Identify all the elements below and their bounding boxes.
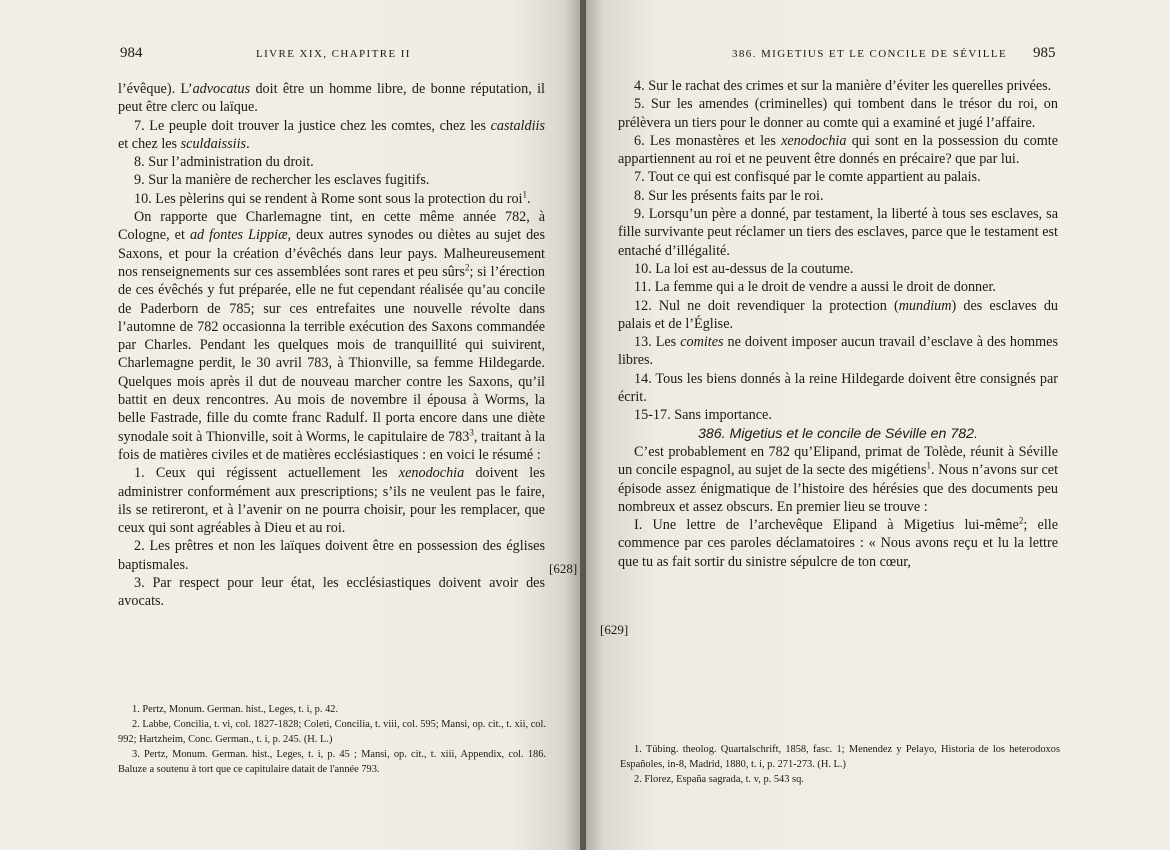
paragraph: 4. Sur le rachat des crimes et sur la manière d’éviter les querelles privées.: [634, 78, 1052, 94]
page-number-left: 984: [120, 45, 143, 61]
footnotes-right: [620, 742, 1060, 787]
page-number-right: 985: [1033, 45, 1056, 61]
paragraph: 15-17. Sans importance.: [634, 407, 772, 424]
right-page: [586, 0, 1170, 850]
paragraph: 6. Les monastères et les xenodochia qui sont en la possession du comte appartiennent au roi et ne peuvent être donnés en précaire? que par lui.: [618, 132, 1058, 168]
paragraph: 8. Sur l’administration du droit.: [134, 154, 314, 171]
paragraph: I. Une lettre de l’archevêque Elipand à Migetius lui-même$^2$; elle commence par ces paroles déclamatoires : « Nous avons reçu et lu la lettre que tu as fait sortir du sinistre sépulcre de ton cœur,: [618, 515, 1059, 570]
paragraph: 10. Les pèlerins qui se rendent à Rome sont sous la protection du roi$^1$.: [134, 189, 531, 207]
paragraph: l’évêque). L’advocatus doit être un homme libre, de bonne réputation, il peut être clerc ou laïque.: [118, 81, 545, 116]
paragraph: 7. Tout ce qui est confisqué par le comte appartient au palais.: [634, 169, 981, 186]
footnotes-left: [118, 702, 546, 777]
margin-reference-left: [628]: [549, 561, 578, 576]
paragraph: 3. Par respect pour leur état, les ecclésiastiques doivent avoir des avocats.: [118, 575, 545, 610]
footnote: 2. Labbe, Concilia, t. vi, col. 1827-1828; Coleti, Concilia, t. viii, col. 595; Mansi, op. cit., t. xii, col. 992; Hartzheim, Conc. German., t. i, p. 245. (H. L.): [118, 719, 546, 745]
footnote: 3. Pertz, Monum. German. hist., Leges, t. i, p. 45 ; Mansi, op. cit., t. xiii, Appendix, col. 186. Baluze a soutenu à tort que ce capitulaire datait de l'année 793.: [118, 749, 546, 775]
section-title: 386. Migetius et le concile de Séville en 782.: [698, 425, 978, 442]
paragraph: C’est probablement en 782 qu’Elipand, primat de Tolède, réunit à Séville un concile espagnol, au sujet de la secte des migétiens$^1$. Nous n’avons sur cet épisode assez énigmatique de l’histoire des hérésies que des documents peu nombreux et assez obscurs. En premier lieu se trouve :: [618, 443, 1059, 515]
paragraph: 14. Tous les biens donnés à la reine Hildegarde doivent être consignés par écrit.: [618, 370, 1058, 406]
paragraph: 2. Les prêtres et non les laïques doivent être en possession des églises baptismales.: [118, 538, 545, 573]
paragraph: 1. Ceux qui régissent actuellement les xenodochia doivent les administrer conformément aux prescriptions; s’ils ne veulent pas le faire, ils se retireront, et à l’avenir on ne pourra choisir, pour les remplacer, que ceux qui sont agréables à Dieu et au roi.: [118, 465, 545, 537]
running-head-left: LIVRE XIX, CHAPITRE II: [256, 48, 411, 60]
footnote: 1. Tübing. theolog. Quartalschrift, 1858, fasc. 1; Menendez y Pelayo, Historia de los heterodoxos Españoles, in-8, Madrid, 1880, t. i, p. 271-273. (H. L.): [620, 744, 1060, 770]
paragraph: 13. Les comites ne doivent imposer aucun travail d’esclave à des hommes libres.: [618, 334, 1058, 369]
running-head-right: 386. MIGETIUS ET LE CONCILE DE SÉVILLE: [732, 48, 1008, 60]
paragraph: 12. Nul ne doit revendiquer la protection (mundium) des esclaves du palais et de l’Église.: [618, 297, 1059, 332]
left-page: [0, 0, 582, 850]
paragraph: 9. Sur la manière de rechercher les esclaves fugitifs.: [134, 172, 430, 189]
paragraph: 10. La loi est au-dessus de la coutume.: [634, 260, 854, 277]
paragraph: 9. Lorsqu’un père a donné, par testament, la liberté à tous ses esclaves, sa fille survivante peut réclamer un tiers des esclaves, parce que le testament est entaché d’illégalité.: [618, 206, 1058, 259]
footnote: 1. Pertz, Monum. German. hist., Leges, t. i, p. 42.: [132, 704, 339, 715]
paragraph: 11. La femme qui a le droit de vendre a aussi le droit de donner.: [634, 279, 996, 296]
paragraph: 8. Sur les présents faits par le roi.: [634, 187, 824, 204]
body-text-right: [618, 77, 1058, 571]
paragraph: 5. Sur les amendes (criminelles) qui tombent dans le trésor du roi, on prélèvera un tiers pour le donner au comte qui a examiné et jugé l’affaire.: [618, 96, 1058, 131]
margin-reference-right: [629]: [600, 622, 629, 637]
body-text-left: [118, 80, 545, 611]
footnote: 2. Florez, España sagrada, t. v, p. 543 sq.: [634, 774, 804, 785]
paragraph: On rapporte que Charlemagne tint, en cette même année 782, à Cologne, et ad fontes Lippiæ, deux autres synodes ou diètes au sujet des Saxons, et pour la création d’évêchés dans leur pays. Malheureusement nos renseignements sur ces assemblées sont rares et peu sûrs$^2$; si l’érection de ces évêchés y fut préparée, elle ne fut cependant réalisée qu’au concile de Paderborn de 785; sur ces entrefaites une nouvelle révolte dans l’automne de 782 occasionna la terrible exécution des Saxons commandée par Charles. Pendant les quelques mois de tranquillité qui suivirent, Charlemagne perdit, le 30 avril 783, à Thionville, sa femme Hildegarde. Quelques mois après il dut de nouveau marcher contre les Saxons, qu’il battit en deux rencontres. Au mois de novembre il épousa à Worms, la belle Fastrade, fille du comte franc Radulf. Il porta encore dans une diète synodale soit à Thionville, soit à Worms, le capitulaire de $783^3$, traitant à la fois de matières civiles et de matières ecclésiastiques : en voici le résumé :: [118, 209, 545, 463]
paragraph: 7. Le peuple doit trouver la justice chez les comtes, chez les castaldiis et chez les sculdaissiis.: [118, 117, 545, 152]
